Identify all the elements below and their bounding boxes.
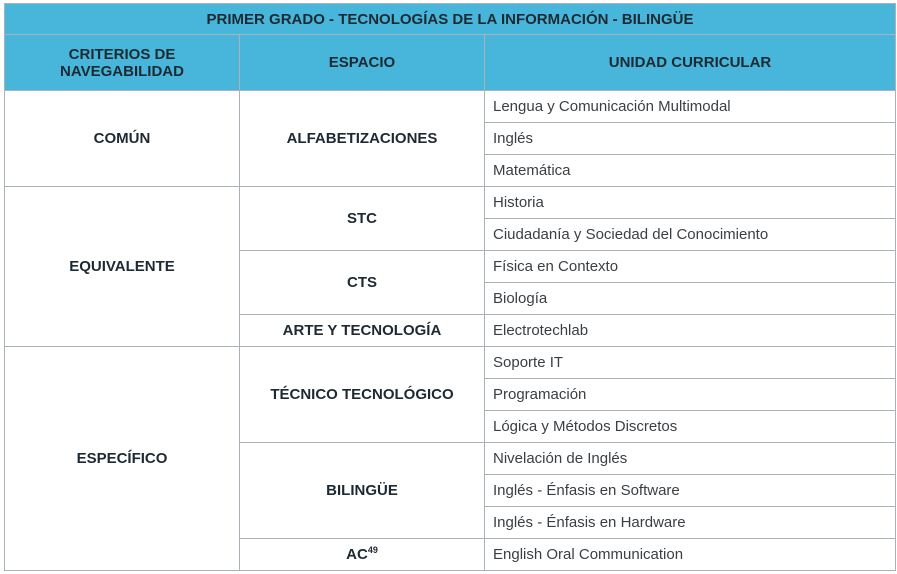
unidad-cell: Ciudadanía y Sociedad del Conocimiento [485,219,896,251]
espacio-cts: CTS [240,251,485,315]
unidad-cell: Soporte IT [485,347,896,379]
unidad-cell: Historia [485,187,896,219]
unidad-cell: Nivelación de Inglés [485,443,896,475]
table-title: PRIMER GRADO - TECNOLOGÍAS DE LA INFORMACIÓN - BILINGÜE [5,4,896,35]
table-row [5,187,896,219]
header-criterios-line1: CRITERIOS DE [68,45,176,63]
espacio-tecnico-tecnologico: TÉCNICO TECNOLÓGICO [240,347,485,443]
unidad-cell: Matemática [485,155,896,187]
unidad-cell: Inglés [485,123,896,155]
header-unidad: UNIDAD CURRICULAR [485,35,896,91]
table-row [5,91,896,123]
criterio-comun: COMÚN [5,91,240,187]
header-espacio: ESPACIO [240,35,485,91]
table-row [5,347,896,379]
espacio-arte-y-tecnologia: ARTE Y TECNOLOGÍA [240,315,485,347]
espacio-bilingue: BILINGÜE [240,443,485,539]
footnote-marker: 49 [367,545,378,555]
unidad-cell: Lógica y Métodos Discretos [485,411,896,443]
unidad-cell: Programación [485,379,896,411]
unidad-cell: Inglés - Énfasis en Hardware [485,507,896,539]
header-criterios [5,35,240,91]
criterio-especifico: ESPECÍFICO [5,347,240,571]
unidad-cell: Inglés - Énfasis en Software [485,475,896,507]
header-row [5,35,896,91]
curriculum-table [4,3,896,571]
unidad-cell: Lengua y Comunicación Multimodal [485,91,896,123]
criterio-equivalente: EQUIVALENTE [5,187,240,347]
title-row [5,4,896,35]
unidad-cell: Electrotechlab [485,315,896,347]
espacio-alfabetizaciones: ALFABETIZACIONES [240,91,485,187]
unidad-cell: English Oral Communication [485,539,896,571]
header-criterios-line2: NAVEGABILIDAD [60,62,184,80]
espacio-ac [240,539,485,571]
espacio-stc: STC [240,187,485,251]
unidad-cell: Física en Contexto [485,251,896,283]
unidad-cell: Biología [485,283,896,315]
espacio-ac-label: AC [346,546,368,563]
